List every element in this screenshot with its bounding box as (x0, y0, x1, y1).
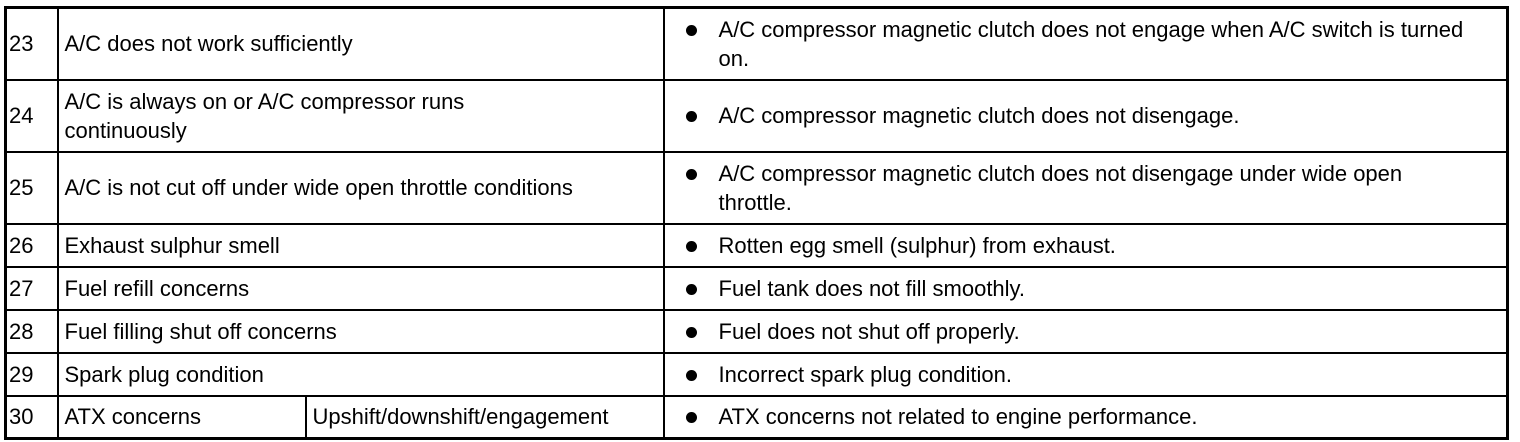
table-row (6, 353, 1508, 396)
description-cell (664, 396, 1508, 439)
bullet-item: ATX concerns not related to engine performance. (671, 402, 1501, 431)
condition-cell: Exhaust sulphur smell (58, 224, 664, 267)
row-number: 25 (6, 152, 58, 224)
row-number: 28 (6, 310, 58, 353)
table-row (6, 396, 1508, 439)
bullet-item: Rotten egg smell (sulphur) from exhaust. (671, 231, 1501, 260)
row-number: 30 (6, 396, 58, 439)
condition-cell: ATX concerns (58, 396, 306, 439)
row-number: 26 (6, 224, 58, 267)
bullet-item: Fuel does not shut off properly. (671, 317, 1501, 346)
condition-cell: A/C does not work sufficiently (58, 8, 664, 80)
row-number: 24 (6, 80, 58, 152)
description-cell (664, 224, 1508, 267)
symptom-table (4, 6, 1509, 440)
description-cell (664, 310, 1508, 353)
row-number: 23 (6, 8, 58, 80)
table-row (6, 8, 1508, 80)
condition-cell: Fuel filling shut off concerns (58, 310, 664, 353)
condition-cell: Fuel refill concerns (58, 267, 664, 310)
sub-condition-cell: Upshift/downshift/engagement (306, 396, 664, 439)
row-number: 29 (6, 353, 58, 396)
description-cell (664, 353, 1508, 396)
condition-text: A/C is always on or A/C compressor runs continuously (64, 88, 465, 143)
condition-cell (58, 80, 664, 152)
bullet-item: A/C compressor magnetic clutch does not disengage under wide open throttle. (671, 159, 1501, 217)
table-row (6, 267, 1508, 310)
table-row (6, 80, 1508, 152)
table-row (6, 224, 1508, 267)
condition-cell: Spark plug condition (58, 353, 664, 396)
description-cell (664, 80, 1508, 152)
condition-cell: A/C is not cut off under wide open throttle conditions (58, 152, 664, 224)
description-cell (664, 8, 1508, 80)
row-number: 27 (6, 267, 58, 310)
bullet-item: Fuel tank does not fill smoothly. (671, 274, 1501, 303)
description-cell (664, 152, 1508, 224)
table-row (6, 310, 1508, 353)
bullet-item: A/C compressor magnetic clutch does not disengage. (671, 101, 1501, 130)
bullet-item: A/C compressor magnetic clutch does not engage when A/C switch is turned on. (671, 15, 1501, 73)
table-row (6, 152, 1508, 224)
description-cell (664, 267, 1508, 310)
bullet-item: Incorrect spark plug condition. (671, 360, 1501, 389)
